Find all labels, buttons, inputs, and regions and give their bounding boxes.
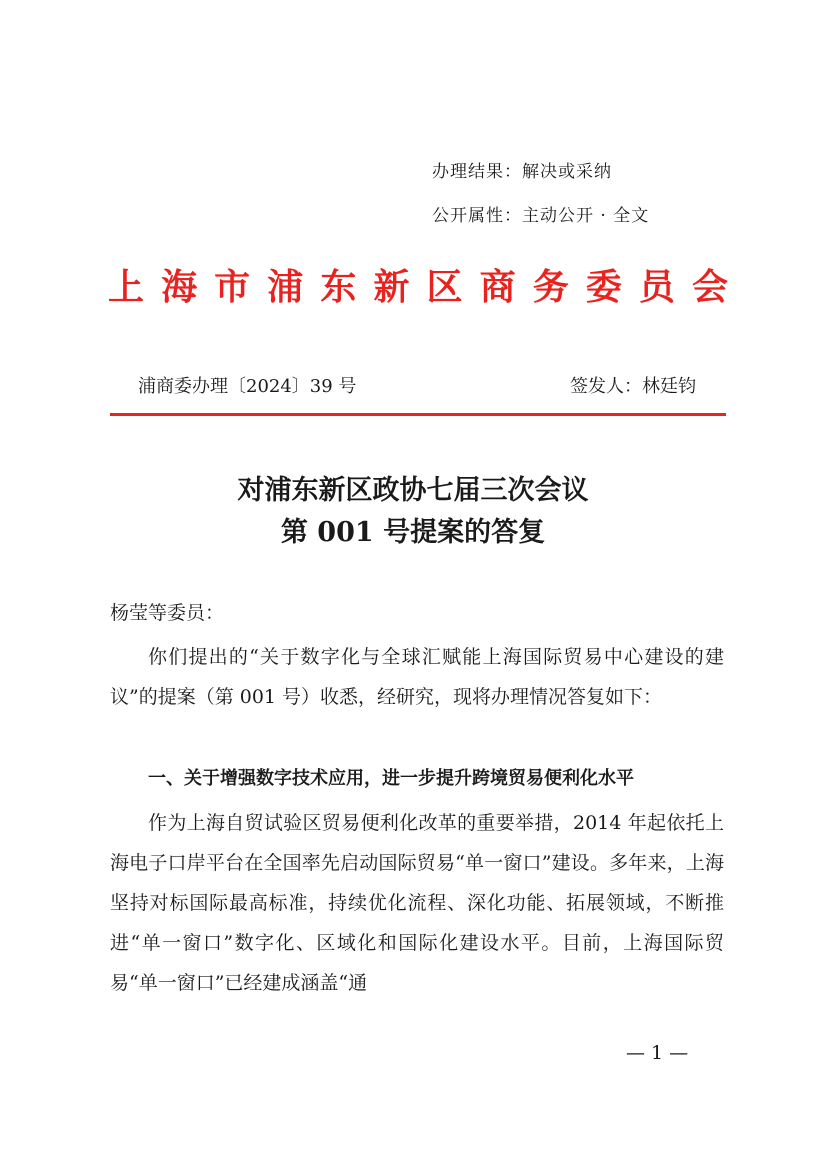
section-heading-1: 一、关于增强数字技术应用，进一步提升跨境贸易便利化水平 [148,768,634,789]
signer: 签发人：林廷钧 [570,376,696,397]
document-title-line-1: 对浦东新区政协七届三次会议 [237,475,589,506]
body-paragraph-intro: 你们提出的“关于数字化与全球汇赋能上海国际贸易中心建设的建议”的提案（第 001 号）收悉，经研究，现将办理情况答复如下： [110,646,724,708]
document-title-line-2: 第 001 号提案的答复 [280,517,546,548]
red-separator-rule [110,413,726,416]
disclosure-attribute: 公开属性：主动公开 · 全文 [432,206,650,226]
issuing-organization-title: 上海市浦东新区商务委员会 [108,266,728,308]
document-number: 浦商委办理〔2024〕39 号 [138,376,357,397]
body-paragraph-section-1: 作为上海自贸试验区贸易便利化改革的重要举措，2014 年起依托上海电子口岸平台在全国率先启动国际贸易“单一窗口”建设。多年来，上海坚持对标国际最高标准，持续优化流程、深化功能、拓展领域，不断推进“单一窗口”数字化、区域化和国际化建设水平。目前，上海国际贸易“单一窗口”已经建成涵盖“通 [110,812,724,994]
page-number: — 1 — [626,1042,689,1064]
handling-result: 办理结果：解决或采纳 [432,162,612,182]
salutation: 杨莹等委员： [110,602,225,624]
